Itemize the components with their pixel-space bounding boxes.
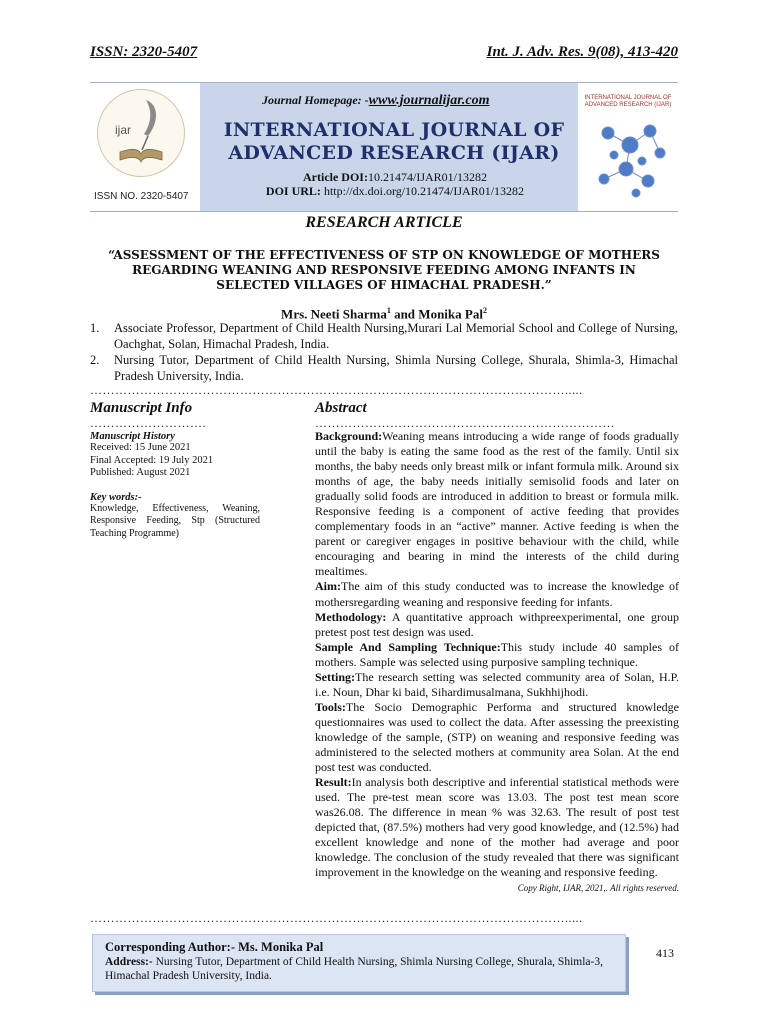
journal-banner	[90, 82, 678, 212]
section-text: A quantitative approach withpreexperimental, one group pretest post test design was used.	[315, 609, 679, 639]
section-text: The Socio Demographic Performa and structured knowledge questionnaires was used to collect the data. After assessing the preexisting knowledge of the sample, (STP) on weaning and responsive feeding was administered to the selected mothers at community area Solan. At the end post test was conducted.	[315, 699, 679, 775]
corresponding-address	[105, 955, 613, 983]
doi-label: Article DOI:	[303, 170, 368, 184]
author-1: Mrs. Neeti Sharma	[281, 306, 387, 322]
author-line	[0, 306, 768, 322]
section-text: The research setting was selected community area of Solan, H.P. i.e. Noun, Dhar ki baid, Sihardimusalmana, Sukhhijhodi.	[315, 669, 679, 699]
doi-url-label: DOI URL:	[265, 184, 321, 198]
abstract-body	[315, 429, 679, 880]
abstract-dots: ………………………………………………………………	[315, 417, 615, 429]
abstract-section	[315, 400, 679, 893]
affiliation-number: 2.	[90, 353, 100, 367]
abstract-result	[315, 775, 679, 880]
cover-title: INTERNATIONAL JOURNAL OF ADVANCED RESEARCH (IJAR)	[584, 95, 672, 108]
logo-issn: ISSN NO. 2320-5407	[94, 191, 189, 202]
keywords-text: Knowledge, Effectiveness, Weaning, Responsive Feeding, Stp (Structured Teaching Programme)	[90, 502, 260, 539]
copyright-note: Copy Right, IJAR, 2021,. All rights reserved.	[517, 883, 679, 894]
issn-label: ISSN: 2320-5407	[90, 44, 198, 60]
affiliation-number: 1.	[90, 321, 100, 335]
homepage-label: Journal Homepage: -	[262, 93, 369, 107]
separator-top: …………………………………………………………………………………………………….....	[90, 384, 583, 396]
doi-block	[230, 170, 560, 198]
section-text: The aim of this study conducted was to increase the knowledge of mothersregarding weaning and responsive feeding for infants.	[315, 579, 679, 609]
abstract-setting	[315, 670, 679, 700]
section-label: Setting:	[315, 669, 355, 684]
article-type: RESEARCH ARTICLE	[305, 214, 463, 231]
section-label: Sample And Sampling Technique:	[315, 639, 501, 654]
journal-logo	[90, 83, 200, 211]
address-text: Nursing Tutor, Department of Child Health Nursing, Shimla Nursing College, Shurala, Shimla-3, Himachal Pradesh University, India.	[105, 956, 603, 982]
citation-label: Int. J. Adv. Res. 9(08), 413-420	[486, 44, 678, 60]
homepage-link[interactable]: www.journalijar.com	[368, 93, 490, 108]
manuscript-info	[90, 400, 260, 540]
affiliation-text: Nursing Tutor, Department of Child Health Nursing, Shimla Nursing College, Shurala, Shimla-3, Himachal Pradesh University, India.	[114, 353, 678, 383]
separator-bottom: …………………………………………………………………………………………………….....	[90, 912, 583, 924]
manuscript-dots: ……………………….	[90, 417, 206, 429]
corresponding-author-box	[92, 934, 626, 992]
doi-url-link[interactable]: http://dx.doi.org/10.21474/IJAR01/13282	[320, 184, 525, 198]
section-label: Methodology:	[315, 609, 387, 624]
logo-text: ijar	[115, 123, 132, 137]
page-number: 413	[656, 946, 674, 960]
journal-title: INTERNATIONAL JOURNAL OF ADVANCED RESEARCH (IJAR)	[223, 119, 565, 164]
abstract-tools	[315, 700, 679, 775]
author-1-sup: 1	[386, 306, 391, 315]
abstract-methodology	[315, 610, 679, 640]
section-label: Aim:	[315, 579, 341, 594]
affiliations	[90, 321, 678, 385]
keywords-title: Key words:-	[90, 491, 142, 503]
section-text: In analysis both descriptive and inferential statistical methods were used. The pre-test mean score was 13.03. The post test mean score was26.08. The difference in mean % was 32.63. The result of post test depicted that, (87.5%) mothers had very good knowledge, and (12.5%) had excellent knowledge and none of the mother had average and poor knowledge. The conclusion of the study revealed that there was significant improvement in the knowledge on the weaning and responsive feeding.	[315, 775, 679, 880]
author-2: Monika Pal	[418, 306, 483, 322]
molecule-icon	[578, 83, 678, 211]
paper-title: “ASSESSMENT OF THE EFFECTIVENESS OF STP ON KNOWLEDGE OF MOTHERS REGARDING WEANING AND RESPONSIVE FEEDING AMONG INFANTS IN SELECTED VILLAGES OF HIMACHAL PRADESH.”	[108, 248, 660, 292]
manuscript-heading: Manuscript Info	[90, 400, 193, 416]
quill-book-icon	[98, 90, 184, 176]
abstract-heading: Abstract	[315, 400, 367, 416]
journal-cover	[578, 83, 678, 211]
affiliation-text: Associate Professor, Department of Child Health Nursing,Murari Lal Memorial School and College of Nursing, Oachghat, Solan, Himachal Pradesh, India.	[114, 321, 678, 351]
author-2-sup: 2	[482, 306, 487, 315]
logo-circle	[97, 89, 185, 177]
abstract-sample	[315, 640, 679, 670]
published-date: Published: August 2021	[90, 467, 191, 478]
section-label: Background:	[315, 429, 383, 443]
section-text: Weaning means introducing a wide range of foods gradually until the baby is eating the same food as the rest of the family. Until six months, the baby needs only breast milk or infant formula milk. Around six months of age, the baby needs initially semisolid foods and later on gradually solid foods are introduced in addition to breast or formula milk. Responsive feeding is a component of active feeding that provides complementary foods in an “active” manner. Active feeding is when the parent or caregiver engages in positive behaviour with the child, while encouraging and bearing in mind the interests of the child during mealtimes.	[315, 429, 679, 579]
doi-value: 10.21474/IJAR01/13282	[367, 170, 487, 184]
author-separator: and	[390, 306, 419, 322]
abstract-background	[315, 429, 679, 579]
section-text: This study include 40 samples of mothers. Sample was selected using purposive sampling technique.	[315, 639, 679, 669]
abstract-aim	[315, 579, 679, 609]
running-header	[90, 44, 678, 61]
affiliation-item	[90, 353, 678, 384]
address-label: Address:-	[105, 956, 153, 968]
section-label: Tools:	[315, 699, 346, 714]
received-date: Received: 15 June 2021	[90, 442, 191, 453]
corresponding-author: Corresponding Author:- Ms. Monika Pal	[105, 940, 324, 954]
history-title: Manuscript History	[90, 431, 175, 442]
journal-homepage	[262, 93, 490, 109]
section-label: Result:	[315, 775, 352, 790]
affiliation-item	[90, 321, 678, 352]
accepted-date: Final Accepted: 19 July 2021	[90, 454, 214, 466]
